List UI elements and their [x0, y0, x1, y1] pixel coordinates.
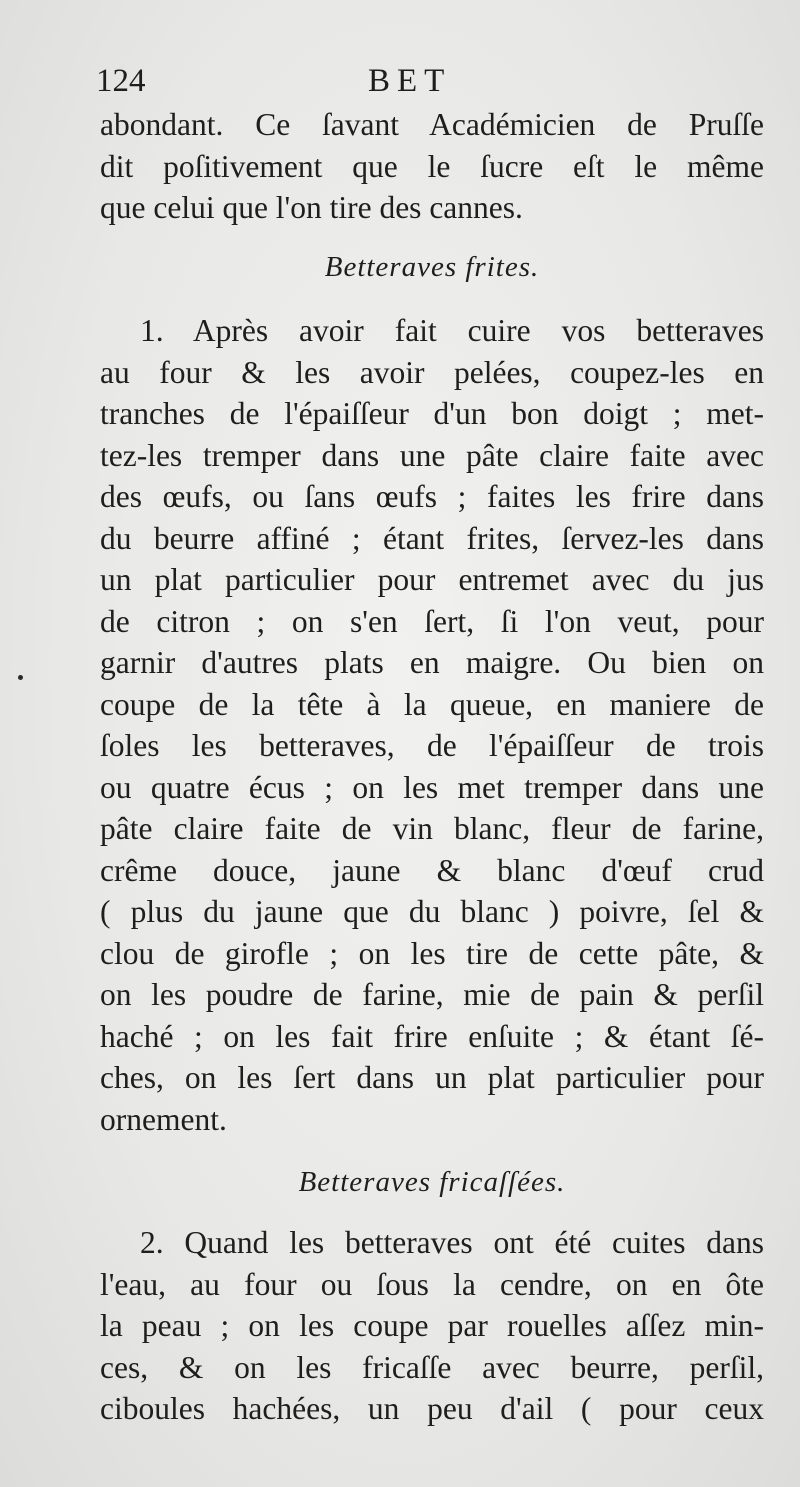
text-line: de citron ; on s'en ſert, ſi l'on veut, pour — [100, 603, 764, 639]
section-heading-betteraves-fricassees: Betteraves fricaſſées. — [298, 1166, 566, 1198]
intro-paragraph — [100, 104, 764, 229]
page-number: 124 — [96, 63, 146, 99]
running-head: BET — [368, 63, 452, 99]
recipe-paragraph-frites — [100, 310, 764, 1140]
text-line: 2. Quand les betteraves ont été cuites dans — [140, 1225, 764, 1260]
text-line: crême douce, jaune & blanc d'œuf crud — [100, 852, 764, 888]
text-line: que celui que l'on tire des cannes. — [100, 190, 523, 225]
recipe-paragraph-fricassees — [100, 1222, 764, 1430]
text-line: abondant. Ce ſavant Académicien de Pruſſe — [100, 107, 764, 142]
text-line: ſoles les betteraves, de l'épaiſſeur de trois — [100, 728, 764, 763]
text-line: tranches de l'épaiſſeur d'un bon doigt ; met- — [100, 396, 764, 431]
text-line: au four & les avoir pelées, coupez-les en — [100, 354, 764, 390]
text-line: coupe de la tête à la queue, en maniere de — [100, 686, 764, 722]
text-line: ces, & on les fricaſſe avec beurre, perſil, — [100, 1349, 764, 1385]
text-line: ciboules hachées, un peu d'ail ( pour ceux — [100, 1391, 764, 1426]
margin-ink-dot — [18, 675, 23, 680]
text-line: on les poudre de farine, mie de pain & perſil — [100, 977, 764, 1012]
text-line: haché ; on les fait frire enſuite ; & étant ſé- — [100, 1018, 764, 1054]
text-line: un plat particulier pour entremet avec du jus — [100, 562, 764, 597]
text-line: la peau ; on les coupe par rouelles aſſez min- — [100, 1308, 764, 1343]
text-line: du beurre affiné ; étant frites, ſervez-les dans — [100, 520, 764, 556]
page-header — [96, 56, 766, 106]
text-line: 1. Après avoir fait cuire vos betteraves — [140, 313, 764, 348]
text-line: ( plus du jaune que du blanc ) poivre, ſel & — [100, 894, 764, 929]
text-line: ches, on les ſert dans un plat particulier pour — [100, 1060, 764, 1095]
text-line: tez-les tremper dans une pâte claire faite avec — [100, 437, 764, 473]
text-line: dit poſitivement que le ſucre eſt le même — [100, 148, 764, 184]
text-line: garnir d'autres plats en maigre. Ou bien on — [100, 645, 764, 680]
text-line: clou de girofle ; on les tire de cette pâte, & — [100, 935, 764, 971]
section-heading-betteraves-frites: Betteraves frites. — [324, 251, 540, 283]
text-line: l'eau, au four ou ſous la cendre, on en ôte — [100, 1266, 764, 1302]
text-line: des œufs, ou ſans œufs ; faites les frire dans — [100, 479, 764, 514]
text-line: ou quatre écus ; on les met tremper dans une — [100, 769, 764, 805]
text-line: ornement. — [100, 1101, 227, 1137]
text-line: pâte claire faite de vin blanc, fleur de farine, — [100, 811, 764, 846]
